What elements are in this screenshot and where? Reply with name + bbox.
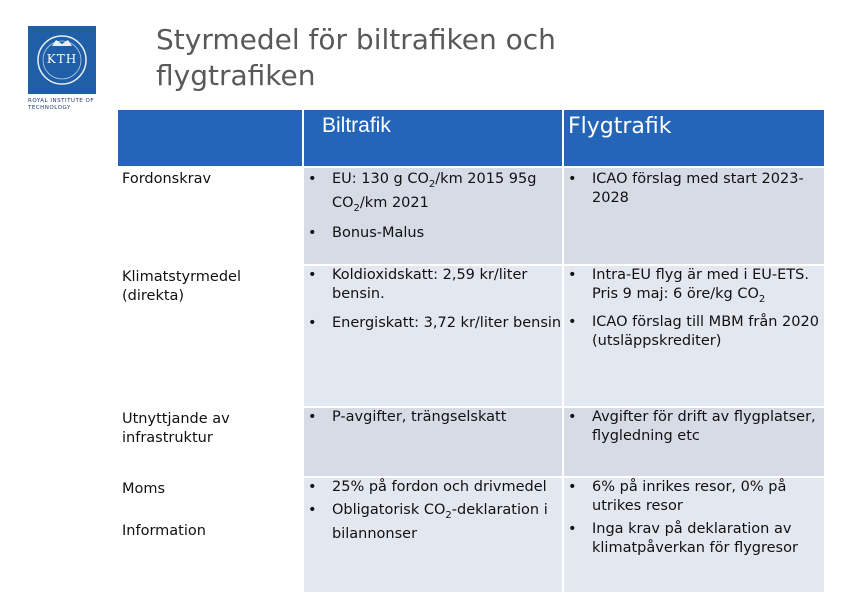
list-item: • Obligatorisk $CO_2$-deklaration i bilannonser	[308, 502, 548, 542]
cell-flyg-fordonskrav	[564, 168, 824, 264]
list-item: • Koldioxidskatt: 2,59 kr/liter bensin.	[308, 267, 528, 302]
row-label-infrastruktur	[118, 408, 302, 476]
header-flyg-label: Flygtrafik	[568, 114, 672, 139]
cell-flyg-infrastruktur	[564, 408, 824, 476]
cell-bil-klimatstyrmedel	[304, 266, 562, 406]
row-label-klimatstyrmedel	[118, 266, 302, 406]
list-item: • Avgifter för drift av flygplatser, flygledning etc	[568, 409, 816, 444]
row-label-information: Information	[122, 523, 206, 539]
cell-flyg-moms-information	[564, 478, 824, 592]
list-item: • Bonus-Malus	[308, 224, 425, 241]
list-item: • 6% på inrikes resor, 0% på utrikes resor	[568, 479, 787, 514]
row-label-moms: Moms	[122, 481, 166, 497]
row-label-fordonskrav	[118, 168, 302, 264]
header-corner	[118, 110, 302, 166]
list-item: • Intra-EU flyg är med i EU-ETS. Pris 9 maj: 6 öre/kg $CO_2$	[568, 267, 809, 305]
list-item: • P-avgifter, trängselskatt	[308, 409, 507, 425]
list-item: • Inga krav på deklaration av klimatpåverkan för flygresor	[568, 521, 798, 556]
header-bil-label: Biltrafik	[322, 114, 391, 137]
kth-logo-caption: ROYAL INSTITUTE OF TECHNOLOGY	[28, 98, 95, 111]
cell-flyg-klimatstyrmedel	[564, 266, 824, 406]
page-title: Styrmedel för biltrafiken och flygtrafiken	[156, 23, 556, 92]
row-label-moms-information	[118, 478, 302, 592]
cell-bil-moms-information	[304, 478, 562, 592]
list-item: • Energiskatt: 3,72 kr/liter bensin	[308, 315, 562, 331]
cell-bil-fordonskrav	[304, 168, 562, 264]
list-item: • EU: 130 g $CO_2/km$ 2015 95g $CO_2/km$ 2021	[308, 171, 537, 214]
kth-logo-text: KTH	[46, 52, 78, 66]
kth-logo-mark	[28, 26, 96, 94]
kth-logo	[28, 26, 96, 116]
list-item: • 25% på fordon och drivmedel	[308, 479, 547, 495]
list-item: • ICAO förslag till MBM från 2020 (utsläppskrediter)	[568, 313, 819, 349]
row-label-text: Klimatstyrmedel (direkta)	[122, 269, 241, 304]
row-label-text: Utnyttjande av infrastruktur	[122, 411, 230, 446]
row-label-text: Fordonskrav	[122, 171, 212, 187]
cell-bil-infrastruktur	[304, 408, 562, 476]
list-item: • ICAO förslag med start 2023-2028	[568, 171, 804, 206]
header-flyg	[564, 110, 824, 166]
comparison-table	[118, 110, 824, 592]
header-bil	[304, 110, 562, 166]
